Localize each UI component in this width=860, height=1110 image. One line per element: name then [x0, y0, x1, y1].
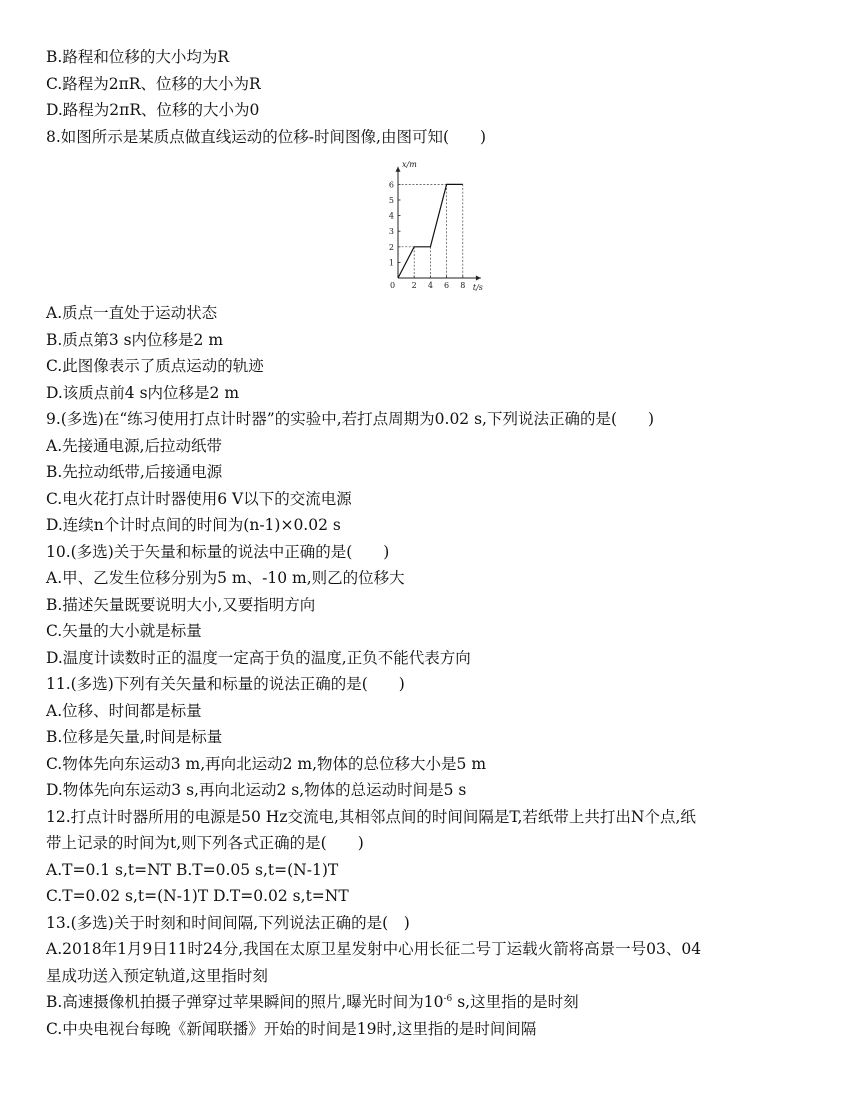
- xt-graph: [376, 150, 496, 300]
- question-12-stem: 12.打点计时器所用的电源是50 Hz交流电,其相邻点间的时间间隔是T,若纸带上共打出N个点,纸: [46, 807, 696, 826]
- text-line: 带上记录的时间为t,则下列各式正确的是( ): [46, 834, 364, 852]
- question-13-stem: 13.(多选)关于时刻和时间间隔,下列说法正确的是( ): [46, 913, 410, 932]
- text-line: A.质点一直处于运动状态: [46, 304, 218, 322]
- question-10-stem: 10.(多选)关于矢量和标量的说法中正确的是( ): [46, 542, 390, 561]
- text-line: D.物体先向东运动3 s,再向北运动2 s,物体的总运动时间是5 s: [46, 781, 467, 799]
- question-11-stem: 11.(多选)下列有关矢量和标量的说法正确的是( ): [46, 675, 405, 693]
- option-13b: [46, 989, 826, 1016]
- text-line: A.甲、乙发生位移分别为5 m、-10 m,则乙的位移大: [46, 569, 405, 587]
- text-line: C.矢量的大小就是标量: [46, 622, 202, 640]
- y-tick-label: 6: [388, 180, 394, 190]
- text-line: A.2018年1月9日11时24分,我国在太原卫星发射中心用长征二号丁运载火箭将高景一号03、04: [46, 940, 702, 958]
- option-13b-text: B.高速摄像机拍摄子弹穿过苹果瞬间的照片,曝光时间为10: [46, 993, 444, 1011]
- exponent: -6: [443, 993, 453, 1004]
- origin-label: 0: [390, 281, 396, 290]
- y-axis-arrow: [396, 167, 401, 172]
- text-line: B.先拉动纸带,后接通电源: [46, 463, 223, 481]
- y-axis-label: x/m: [402, 159, 417, 169]
- text-line: D.路程为2πR、位移的大小为0: [46, 101, 260, 119]
- text-line: B.描述矢量既要说明大小,又要指明方向: [46, 595, 316, 614]
- question-9-stem: 9.(多选)在“练习使用打点计时器”的实验中,若打点周期为0.02 s,下列说法正确的是( ): [46, 410, 655, 428]
- text-line: C.物体先向东运动3 m,再向北运动2 m,物体的总位移大小是5 m: [46, 754, 487, 773]
- option-13b-tail: s,这里指的是时刻: [452, 993, 579, 1011]
- text-line: B.路程和位移的大小均为R: [46, 48, 229, 66]
- text-line: C.电火花打点计时器使用6 V以下的交流电源: [46, 489, 352, 508]
- questions-body: [46, 300, 826, 1042]
- question-8-stem: 8.如图所示是某质点做直线运动的位移-时间图像,由图可知( ): [46, 127, 487, 146]
- text-line: D.该质点前4 s内位移是2 m: [46, 383, 240, 402]
- y-tick-label: 4: [388, 211, 394, 221]
- text-line: C.路程为2πR、位移的大小为R: [46, 74, 261, 93]
- text-line: C.此图像表示了质点运动的轨迹: [46, 357, 264, 375]
- text-line: B.质点第3 s内位移是2 m: [46, 330, 224, 349]
- text-line: C.T=0.02 s,t=(N-1)T D.T=0.02 s,t=NT: [46, 887, 349, 905]
- text-line: D.温度计读数时正的温度一定高于负的温度,正负不能代表方向: [46, 648, 471, 667]
- x-axis-label: t/s: [472, 283, 483, 292]
- y-tick-label: 2: [388, 242, 394, 252]
- x-tick-label: 6: [444, 281, 450, 290]
- x-tick-label: 4: [427, 281, 433, 290]
- options-q7-tail: [46, 44, 826, 150]
- xt-graph-figure: [46, 150, 826, 300]
- text-line: D.连续n个计时点间的时间为(n-1)×0.02 s: [46, 516, 341, 534]
- exam-page: [46, 44, 826, 1042]
- y-tick-label: 3: [388, 227, 394, 237]
- option-13c: C.中央电视台每晚《新闻联播》开始的时间是19时,这里指的是时间间隔: [46, 1019, 537, 1038]
- text-line: A.位移、时间都是标量: [46, 701, 202, 720]
- text-line: A.T=0.1 s,t=NT B.T=0.05 s,t=(N-1)T: [46, 860, 339, 879]
- x-axis-arrow: [476, 276, 481, 281]
- x-tick-label: 2: [411, 281, 417, 290]
- series-line-x-t: [398, 184, 463, 278]
- x-tick-label: 8: [460, 281, 466, 290]
- y-tick-label: 5: [388, 196, 394, 205]
- text-line: 星成功送入预定轨道,这里指时刻: [46, 966, 268, 985]
- text-line: B.位移是矢量,时间是标量: [46, 728, 223, 746]
- y-tick-label: 1: [388, 258, 394, 268]
- text-line: A.先接通电源,后拉动纸带: [46, 436, 223, 455]
